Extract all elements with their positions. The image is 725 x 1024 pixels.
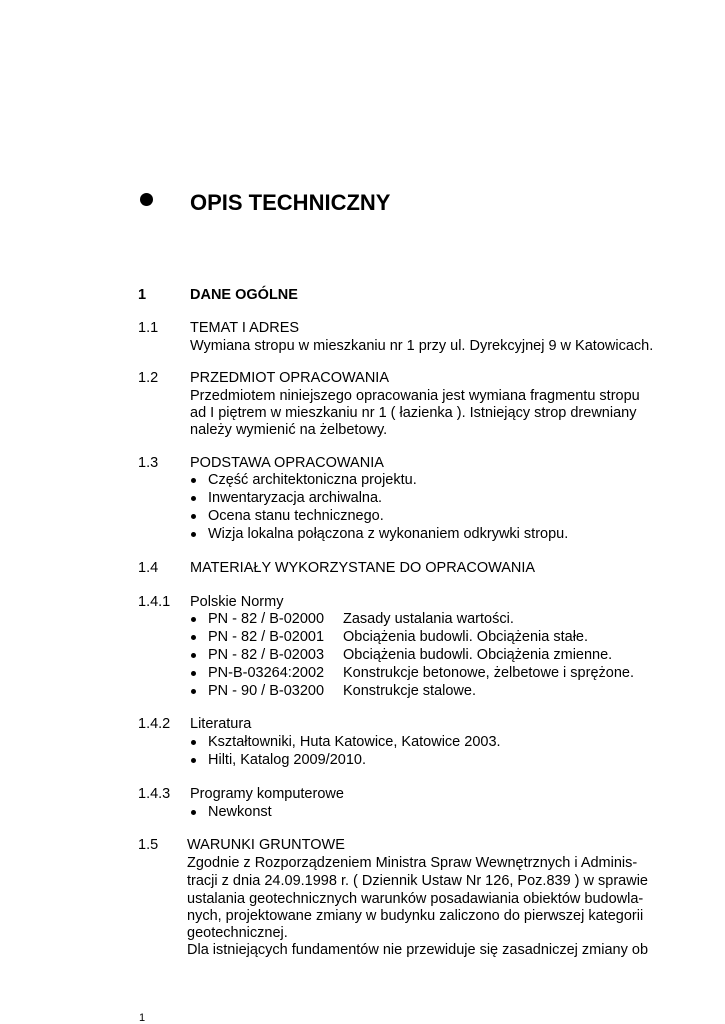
norm-description: Obciążenia budowli. Obciążenia stałe. — [343, 629, 589, 645]
section-1-5-text-line: Zgodnie z Rozporządzeniem Ministra Spraw Wewnętrznych i Adminis- — [187, 855, 638, 871]
bullet-icon — [191, 653, 196, 658]
bullet-icon — [191, 671, 196, 676]
section-1-2-text-line: ad I piętrem w mieszkaniu nr 1 ( łazienka ). Istniejący strop drewniany — [190, 405, 637, 421]
norm-code: PN - 82 / B-02001 — [208, 629, 325, 645]
bullet-icon — [191, 496, 196, 501]
bullet-icon — [191, 758, 196, 763]
list-item: Wizja lokalna połączona z wykonaniem odkrywki stropu. — [208, 526, 569, 542]
section-1-5-heading: WARUNKI GRUNTOWE — [187, 837, 345, 853]
section-1-4-3-number: 1.4.3 — [138, 786, 171, 802]
norm-description: Obciążenia budowli. Obciążenia zmienne. — [343, 647, 613, 663]
section-1-3-number: 1.3 — [138, 455, 159, 471]
list-item: Kształtowniki, Huta Katowice, Katowice 2003. — [208, 734, 501, 750]
section-1-1-heading: TEMAT I ADRES — [190, 320, 300, 336]
bullet-icon — [191, 635, 196, 640]
bullet-icon — [191, 478, 196, 483]
section-1-5-text-line: nych, projektowane zmiany w budynku zaliczono do pierwszej kategorii — [187, 908, 644, 924]
bullet-icon — [191, 514, 196, 519]
list-item: Newkonst — [208, 804, 272, 820]
norm-description: Konstrukcje stalowe. — [343, 683, 476, 699]
section-1-4-3-heading: Programy komputerowe — [190, 786, 344, 802]
section-1-heading: DANE OGÓLNE — [190, 287, 298, 303]
section-1-5-text-line: ustalania geotechnicznych warunków posadawiania obiektów budowla- — [187, 891, 644, 907]
section-1-4-1-heading: Polskie Normy — [190, 594, 284, 610]
section-1-2-text-line: Przedmiotem niniejszego opracowania jest wymiana fragmentu stropu — [190, 388, 640, 404]
list-item: Inwentaryzacja archiwalna. — [208, 490, 383, 506]
bullet-icon — [191, 689, 196, 694]
list-item: Ocena stanu technicznego. — [208, 508, 384, 524]
page-number: 1 — [139, 1012, 146, 1024]
bullet-icon — [191, 810, 196, 815]
bullet-icon — [191, 532, 196, 537]
section-1-2-number: 1.2 — [138, 370, 159, 386]
section-1-5-text-line: tracji z dnia 24.09.1998 r. ( Dziennik Ustaw Nr 126, Poz.839 ) w sprawie — [187, 873, 648, 889]
norm-code: PN - 90 / B-03200 — [208, 683, 325, 699]
section-1-5-text-line: geotechnicznej. — [187, 925, 288, 941]
section-1-4-number: 1.4 — [138, 560, 159, 576]
document-title: OPIS TECHNICZNY — [190, 190, 391, 215]
title-bullet-icon — [140, 193, 153, 206]
section-1-2-text-line: należy wymienić na żelbetowy. — [190, 422, 388, 438]
norm-code: PN - 82 / B-02003 — [208, 647, 325, 663]
section-1-4-heading: MATERIAŁY WYKORZYSTANE DO OPRACOWANIA — [190, 560, 536, 576]
section-1-4-2-number: 1.4.2 — [138, 716, 171, 732]
section-1-3-heading: PODSTAWA OPRACOWANIA — [190, 455, 384, 471]
section-1-2-heading: PRZEDMIOT OPRACOWANIA — [190, 370, 389, 386]
section-1-4-1-number: 1.4.1 — [138, 594, 171, 610]
section-1-4-2-heading: Literatura — [190, 716, 252, 732]
section-1-number: 1 — [138, 287, 147, 303]
norm-description: Konstrukcje betonowe, żelbetowe i sprężone. — [343, 665, 634, 681]
section-1-5-number: 1.5 — [138, 837, 159, 853]
list-item: Hilti, Katalog 2009/2010. — [208, 752, 366, 768]
norm-description: Zasady ustalania wartości. — [343, 611, 514, 627]
section-1-5-text-line: Dla istniejących fundamentów nie przewiduje się zasadniczej zmiany ob — [187, 942, 649, 958]
section-1-1-number: 1.1 — [138, 320, 159, 336]
norm-code: PN-B-03264:2002 — [208, 665, 325, 681]
bullet-icon — [191, 740, 196, 745]
norm-code: PN - 82 / B-02000 — [208, 611, 325, 627]
section-1-1-text: Wymiana stropu w mieszkaniu nr 1 przy ul. Dyrekcyjnej 9 w Katowicach. — [190, 338, 654, 354]
bullet-icon — [191, 617, 196, 622]
list-item: Część architektoniczna projektu. — [208, 472, 417, 488]
